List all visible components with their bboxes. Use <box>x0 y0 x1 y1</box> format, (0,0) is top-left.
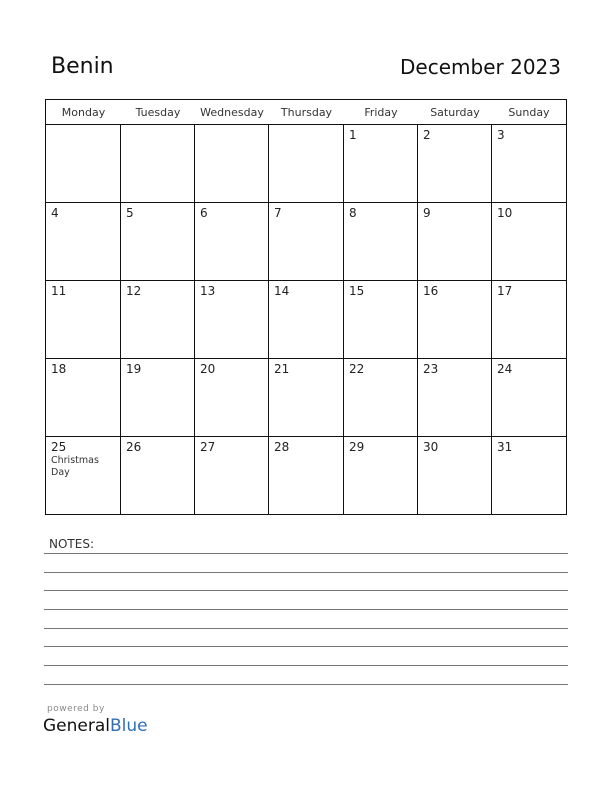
day-number: 5 <box>126 206 134 220</box>
day-cell[interactable] <box>269 203 344 280</box>
day-cell[interactable] <box>344 281 418 358</box>
day-cell[interactable] <box>195 125 269 202</box>
day-cell[interactable] <box>418 281 492 358</box>
day-cell[interactable] <box>46 125 121 202</box>
day-cell[interactable] <box>344 437 418 514</box>
day-cell[interactable] <box>121 359 195 436</box>
notes-line <box>44 628 568 629</box>
day-number: 26 <box>126 440 142 454</box>
weekday-wednesday: Wednesday <box>200 105 264 119</box>
day-cell[interactable] <box>46 359 121 436</box>
weekday-saturday: Saturday <box>430 105 480 119</box>
week-row <box>46 359 566 437</box>
holiday-label: Christmas Day <box>51 455 99 478</box>
notes-line <box>44 684 568 685</box>
week-row <box>46 437 566 514</box>
week-row <box>46 281 566 359</box>
day-number: 22 <box>349 362 365 376</box>
day-number: 13 <box>200 284 216 298</box>
day-number: 6 <box>200 206 208 220</box>
notes-line <box>44 665 568 666</box>
calendar-grid <box>45 99 567 515</box>
generalblue-logo <box>43 716 148 736</box>
day-number: 10 <box>497 206 513 220</box>
day-number: 8 <box>349 206 357 220</box>
day-number: 12 <box>126 284 142 298</box>
day-number: 23 <box>423 362 439 376</box>
day-number: 24 <box>497 362 513 376</box>
day-cell[interactable] <box>269 437 344 514</box>
day-number: 3 <box>497 128 505 142</box>
week-row <box>46 125 566 203</box>
day-number: 4 <box>51 206 59 220</box>
day-number: 1 <box>349 128 357 142</box>
day-cell[interactable] <box>418 125 492 202</box>
notes-line <box>44 590 568 591</box>
day-number: 7 <box>274 206 282 220</box>
notes-line <box>44 609 568 610</box>
day-number: 28 <box>274 440 290 454</box>
day-cell[interactable] <box>344 203 418 280</box>
notes-line <box>44 553 568 554</box>
day-number: 9 <box>423 206 431 220</box>
powered-by-text: powered by <box>47 704 105 714</box>
day-cell[interactable] <box>195 281 269 358</box>
brand-general: General <box>43 716 110 736</box>
day-number: 21 <box>274 362 290 376</box>
day-cell[interactable] <box>121 125 195 202</box>
weekday-monday: Monday <box>61 105 106 119</box>
day-number: 16 <box>423 284 439 298</box>
day-cell[interactable] <box>195 359 269 436</box>
day-cell[interactable] <box>344 359 418 436</box>
day-number: 14 <box>274 284 290 298</box>
day-cell[interactable] <box>269 359 344 436</box>
day-cell[interactable] <box>121 437 195 514</box>
day-cell[interactable] <box>492 437 566 514</box>
day-cell[interactable] <box>46 203 121 280</box>
day-cell[interactable] <box>46 281 121 358</box>
day-cell[interactable] <box>195 203 269 280</box>
day-cell[interactable] <box>492 281 566 358</box>
day-number: 18 <box>51 362 67 376</box>
day-cell[interactable] <box>418 437 492 514</box>
day-cell[interactable] <box>418 359 492 436</box>
day-number: 17 <box>497 284 513 298</box>
weekday-tuesday: Tuesday <box>135 105 181 119</box>
month-year-title: December 2023 <box>400 55 561 79</box>
day-number: 15 <box>349 284 365 298</box>
day-number: 2 <box>423 128 431 142</box>
day-number: 19 <box>126 362 142 376</box>
country-title: Benin <box>51 54 114 79</box>
weekday-thursday: Thursday <box>280 105 333 119</box>
weekday-sunday: Sunday <box>508 105 550 119</box>
day-cell[interactable] <box>492 359 566 436</box>
day-cell[interactable] <box>492 203 566 280</box>
day-number: 29 <box>349 440 365 454</box>
day-cell[interactable] <box>344 125 418 202</box>
day-number: 11 <box>51 284 67 298</box>
weekday-header-row <box>46 100 566 125</box>
day-cell[interactable] <box>121 281 195 358</box>
day-number: 31 <box>497 440 513 454</box>
day-cell[interactable] <box>121 203 195 280</box>
day-cell[interactable] <box>269 281 344 358</box>
notes-line <box>44 646 568 647</box>
notes-label: NOTES: <box>49 537 94 551</box>
weekday-friday: Friday <box>364 105 398 119</box>
brand-blue: Blue <box>110 716 148 736</box>
notes-line <box>44 572 568 573</box>
day-number: 25 <box>51 440 67 454</box>
day-cell[interactable] <box>195 437 269 514</box>
day-number: 20 <box>200 362 216 376</box>
day-cell[interactable] <box>46 437 121 514</box>
day-cell[interactable] <box>418 203 492 280</box>
week-row <box>46 203 566 281</box>
day-number: 27 <box>200 440 216 454</box>
day-number: 30 <box>423 440 439 454</box>
day-cell[interactable] <box>269 125 344 202</box>
day-cell[interactable] <box>492 125 566 202</box>
